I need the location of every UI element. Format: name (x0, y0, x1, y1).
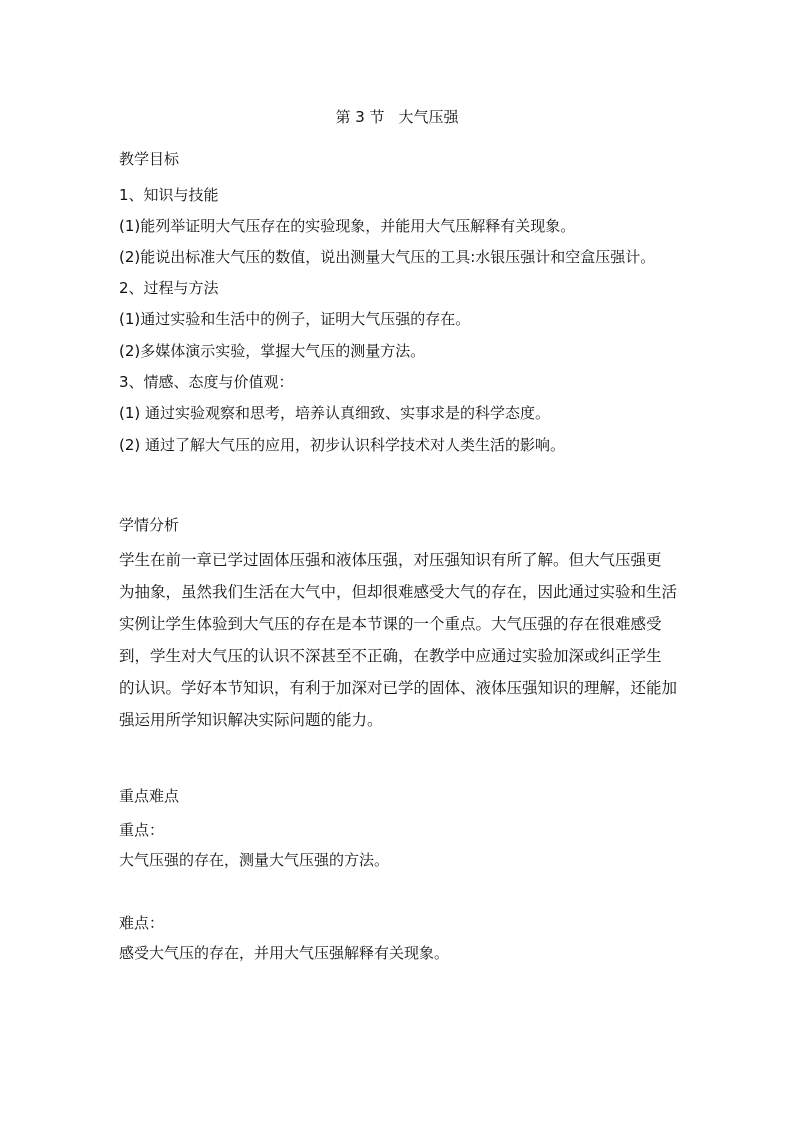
analysis-line: 为抽象，虽然我们生活在大气中，但却很难感受大气的存在，因此通过实验和生活 (119, 583, 678, 601)
difficulty-text: 感受大气压的存在，并用大气压强解释有关现象。 (119, 944, 450, 962)
attitude-item-2: (2) 通过了解大气压的应用，初步认识科学技术对人类生活的影响。 (119, 436, 566, 454)
difficulty-label: 难点： (119, 914, 165, 932)
process-heading: 2、过程与方法 (119, 279, 219, 297)
section-number: 第 3 节 (335, 108, 385, 126)
analysis-line: 学生在前一章已学过固体压强和液体压强，对压强知识有所了解。但大气压强更 (119, 551, 662, 569)
key-points-heading: 重点难点 (119, 787, 180, 805)
process-item-1: (1)通过实验和生活中的例子，证明大气压强的存在。 (119, 310, 471, 328)
analysis-line: 实例让学生体验到大气压的存在是本节课的一个重点。大气压强的存在很难感受 (119, 615, 662, 633)
focus-label: 重点： (119, 821, 165, 839)
analysis-paragraph (119, 544, 685, 736)
analysis-line: 的认识。学好本节知识，有利于加深对已学的固体、液体压强知识的理解，还能加 (119, 679, 678, 697)
page-title (0, 106, 794, 128)
knowledge-item-1: (1)能列举证明大气压存在的实验现象，并能用大气压解释有关现象。 (119, 217, 576, 235)
attitude-heading: 3、情感、态度与价值观： (119, 373, 294, 391)
analysis-line: 强运用所学知识解决实际问题的能力。 (119, 711, 383, 729)
objectives-heading: 教学目标 (119, 150, 180, 168)
section-name: 大气压强 (398, 108, 459, 126)
attitude-item-1: (1) 通过实验观察和思考，培养认真细致、实事求是的科学态度。 (119, 404, 551, 422)
knowledge-heading: 1、知识与技能 (119, 186, 219, 204)
analysis-line: 到，学生对大气压的认识不深甚至不正确，在教学中应通过实验加深或纠正学生 (119, 647, 662, 665)
process-item-2: (2)多媒体演示实验，掌握大气压的测量方法。 (119, 342, 426, 360)
focus-text: 大气压强的存在，测量大气压强的方法。 (119, 851, 390, 869)
analysis-heading: 学情分析 (119, 516, 180, 534)
knowledge-item-2: (2)能说出标准大气压的数值，说出测量大气压的工具:水银压强计和空盒压强计。 (119, 248, 656, 266)
